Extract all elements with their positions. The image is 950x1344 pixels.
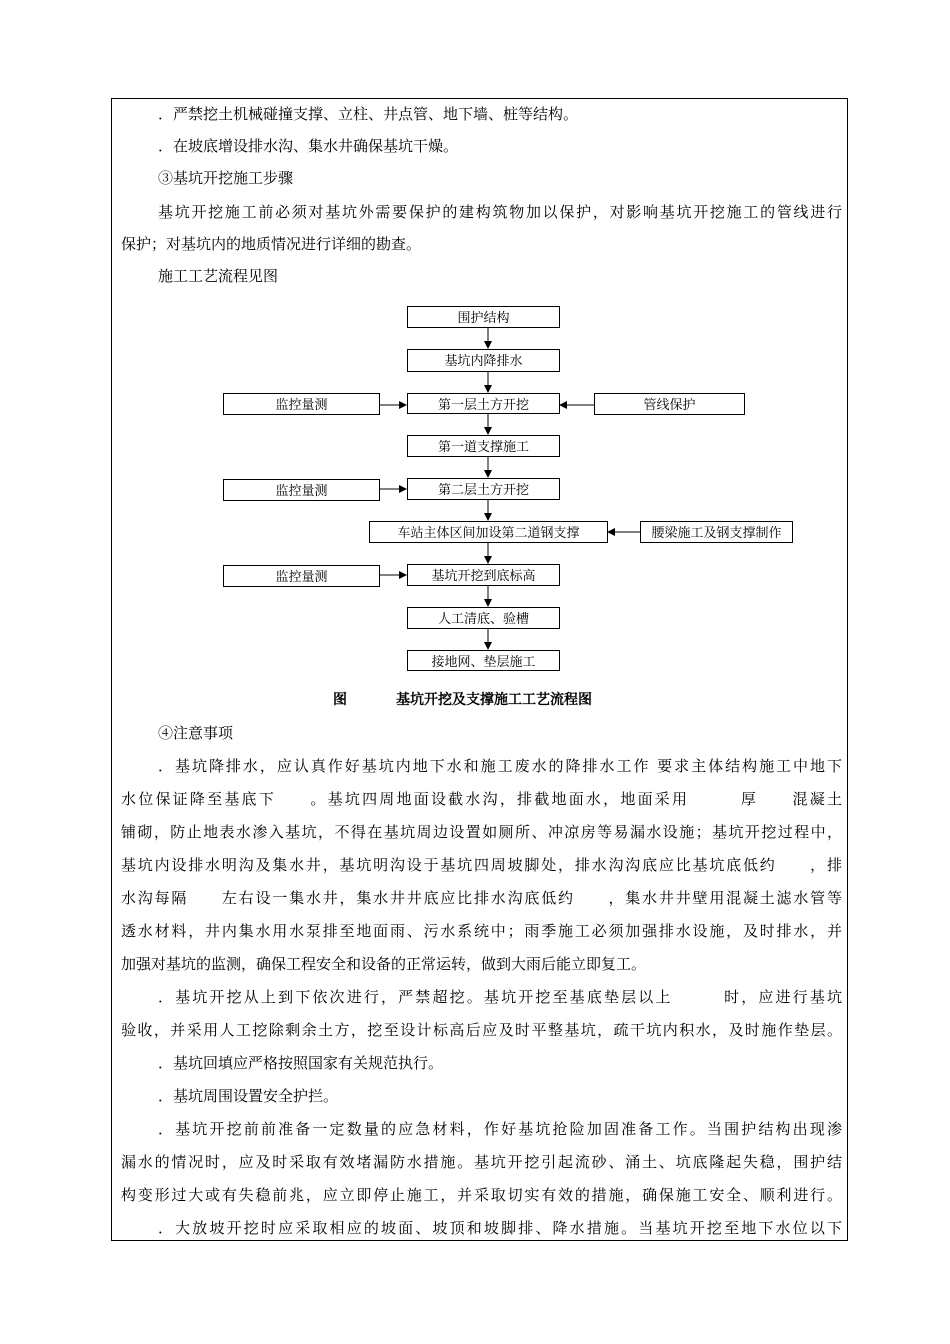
section-heading-notes: ④注意事项 xyxy=(158,724,234,742)
intro-line-2: ．在坡底增设排水沟、集水井确保基坑干燥。 xyxy=(158,137,459,155)
note-e-line-2: 漏水的情况时，应及时采取有效堵漏防水措施。基坑开挖引起流砂、涌土、坑底隆起失稳，围护结 xyxy=(121,1153,842,1171)
note-a-line-5: 水沟每隔 左右设一集水井，集水井井底应比排水沟底低约 ，集水井井壁用混凝土滤水管等 xyxy=(121,889,842,907)
flow-step-grounding-cushion: 接地网、垫层施工 xyxy=(407,650,560,671)
flow-beam-box: 腰梁施工及钢支撑制作 xyxy=(640,521,793,543)
flow-monitor-box-1: 监控量测 xyxy=(223,393,380,415)
flow-step-first-support: 第一道支撑施工 xyxy=(407,435,560,457)
intro-paragraph-line-1: 基坑开挖施工前必须对基坑外需要保护的建构筑物加以保护，对影响基坑开挖施工的管线进行 xyxy=(158,203,842,221)
intro-paragraph-line-2: 保护；对基坑内的地质情况进行详细的勘查。 xyxy=(121,235,422,253)
flow-step-dewatering: 基坑内降排水 xyxy=(407,349,560,372)
flow-monitor-box-3: 监控量测 xyxy=(223,565,380,587)
note-b-line-1: ．基坑开挖从上到下依次进行，严禁超挖。基坑开挖至基底垫层以上 时，应进行基坑 xyxy=(158,988,842,1006)
figure-title: 基坑开挖及支撑施工工艺流程图 xyxy=(396,692,592,708)
note-a-line-7: 加强对基坑的监测，确保工程安全和设备的正常运转，做到大雨后能立即复工。 xyxy=(121,955,647,973)
flow-pipe-protection-box: 管线保护 xyxy=(594,393,745,415)
flow-step-second-excavation: 第二层土方开挖 xyxy=(407,478,560,500)
flow-step-steel-support: 车站主体区间加设第二道钢支撑 xyxy=(369,521,608,543)
note-e-line-1: ．基坑开挖前前准备一定数量的应急材料，作好基坑抢险加固准备工作。当围护结构出现渗 xyxy=(158,1120,842,1138)
flow-monitor-box-2: 监控量测 xyxy=(223,479,380,501)
note-b-line-2: 验收，并采用人工挖除剩余土方，挖至设计标高后应及时平整基坑，疏干坑内积水，及时施作垫层。 xyxy=(121,1021,842,1039)
note-a-line-3: 铺砌，防止地表水渗入基坑，不得在基坑周边设置如厕所、冲凉房等易漏水设施；基坑开挖过程中， xyxy=(121,823,842,841)
note-a-line-2: 水位保证降至基底下 。基坑四周地面设截水沟，排截地面水，地面采用 厚 混凝土 xyxy=(121,790,842,808)
flow-step-bottom-cleaning: 人工清底、验槽 xyxy=(407,607,560,629)
note-f-line-1: ．大放坡开挖时应采取相应的坡面、坡顶和坡脚排、降水措施。当基坑开挖至地下水位以下 xyxy=(158,1219,842,1237)
note-a-line-4: 基坑内设排水明沟及集水井，基坑明沟设于基坑四周坡脚处，排水沟沟底应比基坑底低约 ，排 xyxy=(121,856,842,874)
flow-step-excavate-to-bottom: 基坑开挖到底标高 xyxy=(407,564,560,586)
flow-step-first-excavation: 第一层土方开挖 xyxy=(407,393,560,414)
flow-reference: 施工工艺流程见图 xyxy=(158,267,279,285)
intro-line-1: ．严禁挖土机械碰撞支撑、立柱、井点管、地下墙、桩等结构。 xyxy=(158,105,579,123)
note-e-line-3: 构变形过大或有失稳前兆，应立即停止施工，并采取切实有效的措施，确保施工安全、顺利进行。 xyxy=(121,1186,842,1204)
flow-step-retaining-structure: 围护结构 xyxy=(407,306,560,328)
note-d-line-1: ．基坑周围设置安全护拦。 xyxy=(158,1087,339,1105)
section-heading-steps: ③基坑开挖施工步骤 xyxy=(158,169,294,187)
note-c-line-1: ．基坑回填应严格按照国家有关规范执行。 xyxy=(158,1054,444,1072)
note-a-line-1: ．基坑降排水，应认真作好基坑内地下水和施工废水的降排水工作 要求主体结构施工中地下 xyxy=(158,757,842,775)
figure-label: 图 xyxy=(333,692,347,708)
note-a-line-6: 透水材料，井内集水用水泵排至地面雨、污水系统中；雨季施工必须加强排水设施，及时排水，并 xyxy=(121,922,842,940)
